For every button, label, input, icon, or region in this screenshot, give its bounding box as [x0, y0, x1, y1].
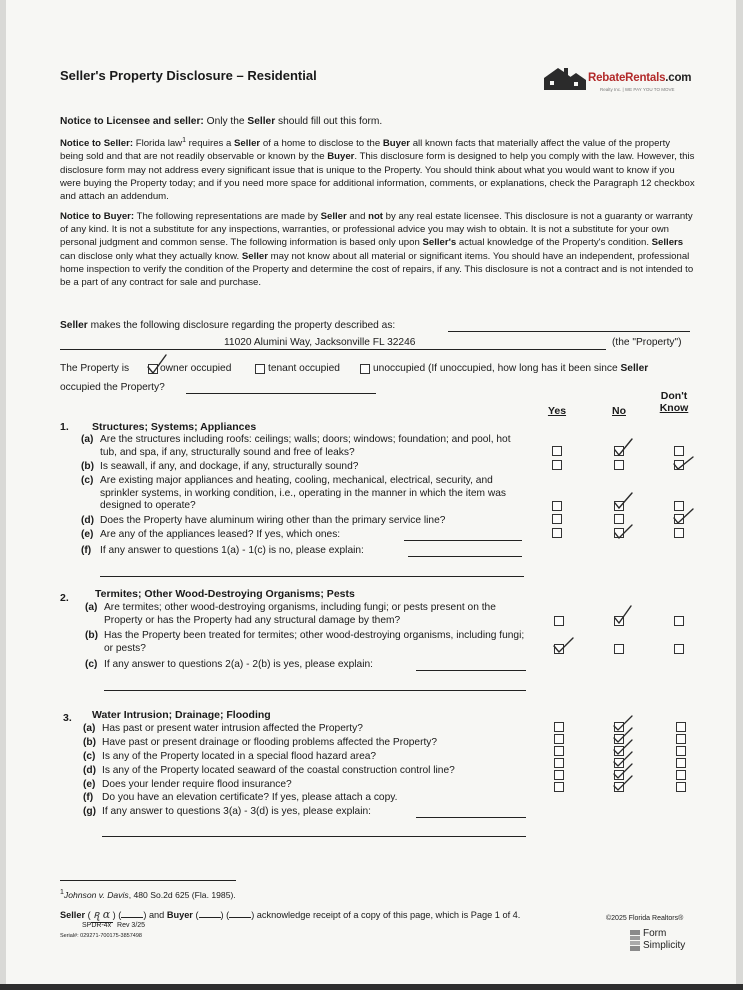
- section-1-title: Structures; Systems; Appliances: [92, 421, 257, 433]
- question-3b: (b) Have past or present drainage or flooding problems affected the Property?: [83, 737, 438, 748]
- q1e-no-checkbox[interactable]: [614, 528, 624, 538]
- q3a-no-checkbox[interactable]: [614, 722, 624, 732]
- property-address-field[interactable]: [60, 349, 606, 350]
- q3e-dont-know-checkbox[interactable]: [676, 770, 686, 780]
- question-1e: (e) Are any of the appliances leased? If yes, which ones:: [81, 529, 341, 540]
- q1b-dont-know-checkbox[interactable]: [674, 460, 684, 470]
- seller-initials-field[interactable]: ꭆ ɑ: [91, 907, 113, 923]
- page-bottom-edge: [0, 984, 743, 990]
- q1c-dont-know-checkbox[interactable]: [674, 501, 684, 511]
- question-3f: (f) Do you have an elevation certificate? If yes, please attach a copy.: [83, 792, 398, 803]
- tenant-occupied-checkbox[interactable]: [255, 364, 265, 374]
- q1d-yes-checkbox[interactable]: [552, 514, 562, 524]
- buyer-initials-field-2[interactable]: [229, 917, 251, 918]
- question-1f: (f) If any answer to questions 1(a) - 1(c) is no, please explain:: [81, 545, 364, 556]
- section-3-title: Water Intrusion; Drainage; Flooding: [92, 709, 271, 721]
- q3d-dont-know-checkbox[interactable]: [676, 758, 686, 768]
- q3a-dont-know-checkbox[interactable]: [676, 722, 686, 732]
- column-yes: Yes: [547, 405, 567, 417]
- serial-number: Serial#: 029271-700175-3857498: [60, 933, 142, 939]
- column-dont-know: Don't Know: [659, 390, 689, 414]
- property-address: 11020 Alumini Way, Jacksonville FL 32246: [224, 337, 416, 348]
- property-intro: Seller makes the following disclosure regarding the property described as:: [60, 320, 396, 331]
- unoccupied-label: unoccupied (If unoccupied, how long has it been since Seller: [373, 363, 649, 374]
- footnote: $^1$Johnson v. Davis, 480 So.2d 625 (Fla. 1985).: [60, 889, 236, 900]
- document-stack-icon: [630, 930, 640, 952]
- q1a-dont-know-checkbox[interactable]: [674, 446, 684, 456]
- question-3e: (e) Does your lender require flood insurance?: [83, 779, 292, 790]
- question-3g: (g) If any answer to questions 3(a) - 3(d) is yes, please explain:: [83, 806, 371, 817]
- buyer-initials-field[interactable]: [199, 917, 221, 918]
- q1d-no-checkbox[interactable]: [614, 514, 624, 524]
- question-3a: (a) Has past or present water intrusion affected the Property?: [83, 723, 363, 734]
- question-1a: (a) Are the structures including roofs: ceilings; walls; doors; windows; foundation; and pool, hot tub, and spa, if any, structurally sound and free of leaks?: [81, 434, 511, 458]
- q1a-no-checkbox[interactable]: [614, 446, 624, 456]
- q2b-dont-know-checkbox[interactable]: [674, 644, 684, 654]
- q1e-yes-checkbox[interactable]: [552, 528, 562, 538]
- explain-1-line-2[interactable]: [100, 576, 524, 577]
- q3c-yes-checkbox[interactable]: [554, 746, 564, 756]
- copyright: ©2025 Florida Realtors®: [606, 915, 684, 922]
- occupied-duration-field[interactable]: [186, 393, 376, 394]
- q3f-no-checkbox[interactable]: [614, 782, 624, 792]
- logo-text: RebateRentals.com: [588, 72, 692, 84]
- q3a-yes-checkbox[interactable]: [554, 722, 564, 732]
- q3b-yes-checkbox[interactable]: [554, 734, 564, 744]
- q2a-yes-checkbox[interactable]: [554, 616, 564, 626]
- unoccupied-checkbox[interactable]: [360, 364, 370, 374]
- page-title: Seller's Property Disclosure – Residential: [60, 68, 317, 83]
- q3b-no-checkbox[interactable]: [614, 734, 624, 744]
- question-3d: (d) Is any of the Property located seaward of the coastal construction control line?: [83, 765, 455, 776]
- explain-3-line-2[interactable]: [102, 836, 526, 837]
- explain-3-field[interactable]: [416, 817, 526, 818]
- q3f-yes-checkbox[interactable]: [554, 782, 564, 792]
- footnote-divider: [60, 880, 236, 881]
- section-3-number: 3.: [63, 712, 72, 724]
- seller-initials-field-2[interactable]: [121, 917, 143, 918]
- section-2-number: 2.: [60, 592, 69, 604]
- question-1d: (d) Does the Property have aluminum wiring other than the primary service line?: [81, 515, 446, 526]
- form-code: SPDR-4x Rev 3/25: [82, 922, 146, 929]
- document-page: [6, 0, 736, 984]
- explain-1-field[interactable]: [408, 556, 522, 557]
- owner-occupied-checkbox[interactable]: [148, 364, 158, 374]
- section-1-number: 1.: [60, 421, 69, 433]
- q2b-yes-checkbox[interactable]: [554, 644, 564, 654]
- q2a-dont-know-checkbox[interactable]: [674, 616, 684, 626]
- q3c-no-checkbox[interactable]: [614, 746, 624, 756]
- question-1c: (c) Are existing major appliances and heating, cooling, mechanical, electrical, security, and sprinkler systems, in working condition, i.e., operating in the manner in which the item was designed to operate?: [81, 475, 506, 512]
- q3f-dont-know-checkbox[interactable]: [676, 782, 686, 792]
- house-logo-icon: [542, 64, 586, 92]
- leased-appliances-field[interactable]: [404, 540, 522, 541]
- notice-licensee: Notice to Licensee and seller: Only the Seller should fill out this form.: [60, 116, 383, 127]
- q3e-yes-checkbox[interactable]: [554, 770, 564, 780]
- question-1b: (b) Is seawall, if any, and dockage, if any, structurally sound?: [81, 461, 359, 472]
- notice-seller: Notice to Seller: Florida law$^1$ requires a Seller of a home to disclose to the Buyer all known facts that materially affect the value of the property being sold and that are not readily observable or known by the Buyer. This disclosure form is designed to help you comply with the law. However, this disclosure form may not address every significant issue that is unique to the Property. You should think about what you would want to know if you were buying the Property today; and if you need more space for additional information, comments, or explanations, check the Paragraph 12 checkbox and attach an addendum.: [60, 137, 695, 202]
- q3e-no-checkbox[interactable]: [614, 770, 624, 780]
- q1a-yes-checkbox[interactable]: [552, 446, 562, 456]
- section-2-title: Termites; Other Wood-Destroying Organisms; Pests: [95, 588, 355, 600]
- q1c-yes-checkbox[interactable]: [552, 501, 562, 511]
- explain-2-field[interactable]: [416, 670, 526, 671]
- q3d-yes-checkbox[interactable]: [554, 758, 564, 768]
- question-2a: (a) Are termites; other wood-destroying organisms, including fungi; or pests present on the Property or has the Property had any structural damage by them?: [85, 602, 496, 626]
- company-logo: [542, 64, 702, 98]
- logo-tagline: Realty Inc. | WE PAY YOU TO MOVE: [600, 87, 675, 92]
- q1d-dont-know-checkbox[interactable]: [674, 514, 684, 524]
- q1b-no-checkbox[interactable]: [614, 460, 624, 470]
- q1c-no-checkbox[interactable]: [614, 501, 624, 511]
- the-property-label: (the "Property"): [612, 337, 682, 348]
- explain-2-line-2[interactable]: [104, 690, 526, 691]
- tenant-occupied-label: tenant occupied: [268, 363, 340, 374]
- question-3c: (c) Is any of the Property located in a special flood hazard area?: [83, 751, 377, 762]
- q1e-dont-know-checkbox[interactable]: [674, 528, 684, 538]
- property-line-1[interactable]: [448, 331, 690, 332]
- q2b-no-checkbox[interactable]: [614, 644, 624, 654]
- occupancy-prefix: The Property is: [60, 363, 130, 374]
- question-2c: (c) If any answer to questions 2(a) - 2(b) is yes, please explain:: [85, 659, 373, 670]
- column-no: No: [612, 405, 626, 417]
- q3d-no-checkbox[interactable]: [614, 758, 624, 768]
- occupied-question: occupied the Property?: [60, 382, 165, 393]
- formsimplicity-logo: Form Simplicity: [630, 928, 702, 956]
- question-2b: (b) Has the Property been treated for termites; other wood-destroying organisms, including fungi; or pests?: [85, 630, 525, 654]
- q3c-dont-know-checkbox[interactable]: [676, 746, 686, 756]
- q3b-dont-know-checkbox[interactable]: [676, 734, 686, 744]
- q1b-yes-checkbox[interactable]: [552, 460, 562, 470]
- notice-buyer: Notice to Buyer: The following representations are made by Seller and not by any real estate licensee. This disclosure is not a guaranty or warranty of any kind. It is not a substitute for any inspections, warranties, or professional advice you may wish to obtain. It is not a substitute for your own personal judgment and common sense. The following information is based only upon Seller's actual knowledge of the Property's condition. Sellers can disclose only what they actually know. Seller may not know about all material or significant items. You should have an independent, professional home inspection to verify the condition of the Property and determine the cost of repairs, if any. This disclosure is not a contract and is not intended to be a part of any contract for sale and purchase.: [60, 211, 694, 289]
- initials-row: Seller ( ꭆ ɑ ) ( ) and Buyer ( ) ( ) acknowledge receipt of a copy of this page, which is Page 1 of 4.: [60, 908, 521, 921]
- q2a-no-checkbox[interactable]: [614, 616, 624, 626]
- owner-occupied-label: owner occupied: [160, 363, 232, 374]
